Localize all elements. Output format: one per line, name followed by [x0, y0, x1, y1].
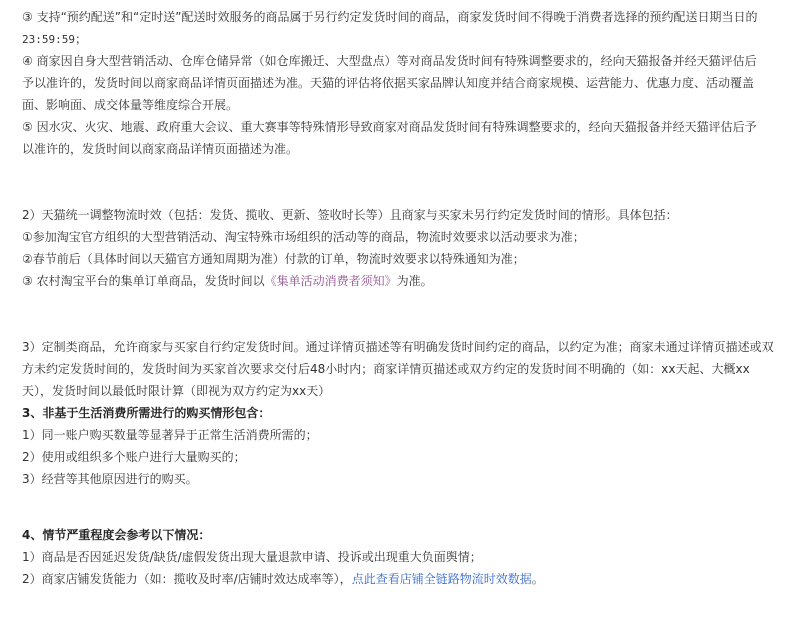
- section-b-item3: [22, 270, 792, 292]
- section-4-item2-prefix: 2）商家店铺发货能力（如：揽收及时率/店铺时效达成率等），: [22, 572, 352, 586]
- section-b-item3-prefix: ③ 农村淘宝平台的集单订单商品，发货时间以: [22, 274, 265, 288]
- section-b: [22, 204, 792, 292]
- section-b-item1: ①参加淘宝官方组织的大型营销活动、淘宝特殊市场组织的活动等的商品，物流时效要求以活动要求为准；: [22, 230, 585, 244]
- item4-line3: 面、影响面、成交体量等维度综合开展。: [22, 98, 239, 112]
- logistics-data-link[interactable]: 点此查看店铺全链路物流时效数据: [351, 572, 532, 586]
- section-3-item3: 3）经营等其他原因进行的购买。: [22, 472, 198, 486]
- section-4-heading: 4、情节严重程度会参考以下情况：: [22, 528, 211, 542]
- spacer: [22, 490, 792, 524]
- spacer: [22, 292, 792, 336]
- item3-line2: [22, 28, 792, 50]
- item5-line2: 以准许的，发货时间以商家商品详情页面描述为准。: [22, 142, 299, 156]
- section-4-item1: 1）商品是否因延迟发货/缺货/虚假发货出现大量退款申请、投诉或出现重大负面舆情；: [22, 550, 482, 564]
- section-c-line1: 3）定制类商品，允许商家与买家自行约定发货时间。通过详情页描述等有明确发货时间约定的商品，以约定为准；商家未通过详情页描述或双: [22, 340, 774, 354]
- section-c: [22, 336, 792, 402]
- section-3: [22, 402, 792, 490]
- item5-line1: ⑤ 因水灾、火灾、地震、政府重大会议、重大赛事等特殊情形导致商家对商品发货时间有特殊调整要求的，经向天猫报备并经天猫评估后予: [22, 120, 757, 134]
- item3-time: 23:59:59: [22, 33, 75, 46]
- item4-line2: 予以准许的，发货时间以商家商品详情页面描述为准。天猫的评估将依据买家品牌认知度并结合商家规模、运营能力、优惠力度、活动覆盖: [22, 76, 755, 90]
- section-c-line3: 天），发货时间以最低时限计算（即视为双方约定为xx天）: [22, 384, 331, 398]
- section-4: [22, 524, 792, 590]
- section-3-heading: 3、非基于生活消费所需进行的购买情形包含：: [22, 406, 271, 420]
- section-a: [22, 6, 792, 160]
- document-body: [22, 6, 792, 590]
- item3-end: ；: [74, 32, 87, 46]
- spacer: [22, 160, 792, 204]
- section-4-item2: [22, 568, 792, 590]
- section-b-intro: 2）天猫统一调整物流时效（包括：发货、揽收、更新、签收时长等）且商家与买家未另行约定发货时间的情形。具体包括：: [22, 208, 678, 222]
- section-b-item3-suffix: 为准。: [396, 274, 433, 288]
- consumer-notice-link[interactable]: 《集单活动消费者须知》: [264, 274, 397, 288]
- section-4-item2-suffix: 。: [531, 572, 544, 586]
- section-c-line2: 方未约定发货时间的，发货时间为买家首次要求交付后48小时内；商家详情页描述或双方约定的发货时间不明确的（如：xx天起、大概xx: [22, 362, 750, 376]
- section-3-item1: 1）同一账户购买数量等显著异于正常生活消费所需的；: [22, 428, 318, 442]
- item3-line1: ③ 支持“预约配送”和“定时送”配送时效服务的商品属于另行约定发货时间的商品，商家发货时间不得晚于消费者选择的预约配送日期当日的: [22, 10, 758, 24]
- section-3-item2: 2）使用或组织多个账户进行大量购买的；: [22, 450, 246, 464]
- section-b-item2: ②春节前后（具体时间以天猫官方通知周期为准）付款的订单，物流时效要求以特殊通知为准；: [22, 252, 525, 266]
- item4-line1: ④ 商家因自身大型营销活动、仓库仓储异常（如仓库搬迁、大型盘点）等对商品发货时间有特殊调整要求的，经向天猫报备并经天猫评估后: [22, 54, 757, 68]
